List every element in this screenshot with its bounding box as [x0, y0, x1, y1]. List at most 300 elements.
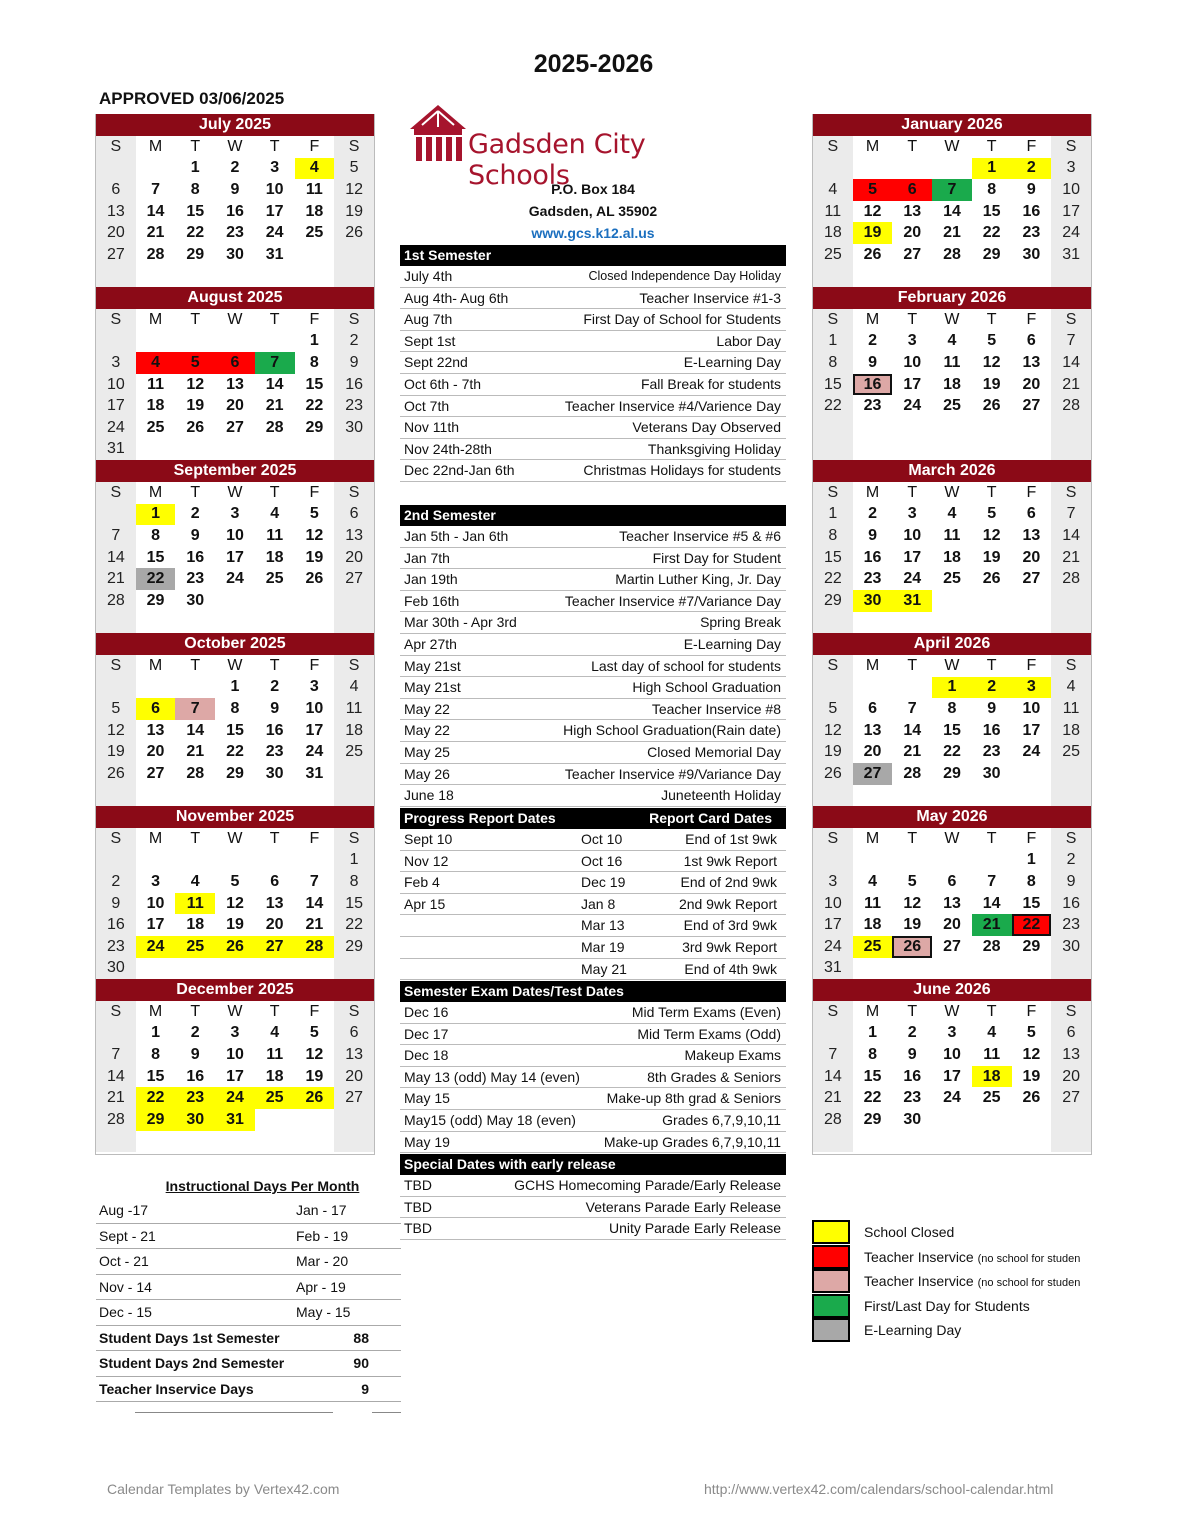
- calendar-day: 2: [868, 505, 877, 523]
- weekday-label: S: [334, 828, 374, 850]
- legend-swatch: [812, 1294, 850, 1318]
- calendar-day: 28: [1051, 568, 1091, 590]
- calendar-day: 17: [146, 916, 165, 934]
- calendar-day: 4: [270, 505, 280, 523]
- calendar-day: 26: [892, 936, 932, 958]
- month-calendar: [96, 460, 374, 633]
- calendar-day: 11: [983, 1045, 1001, 1063]
- legend-label: [864, 1273, 1080, 1289]
- week-row: [813, 1109, 1091, 1131]
- calendar-day: 20: [863, 743, 882, 761]
- weekday-label: M: [148, 656, 163, 674]
- list-item: [400, 612, 786, 634]
- weekday-label: S: [813, 309, 853, 331]
- event-date: Apr 27th: [404, 635, 457, 652]
- calendar-day: 21: [943, 224, 961, 242]
- calendar-day: [892, 850, 932, 872]
- calendar-day: 5: [334, 158, 374, 180]
- legend-note: (no school for studen: [977, 1252, 1081, 1265]
- event-date: Mar 30th - Apr 3rd: [404, 614, 517, 631]
- month-days-first: Nov - 14: [99, 1278, 152, 1295]
- month-header: September 2025: [96, 460, 374, 482]
- calendar-day: 5: [175, 352, 215, 374]
- month-header: August 2025: [96, 287, 374, 309]
- calendar-day: [892, 677, 932, 699]
- calendar-day: 13: [943, 894, 961, 912]
- calendar-day: [892, 785, 932, 807]
- calendar-day: 3: [270, 159, 280, 177]
- calendar-day: [295, 850, 335, 872]
- calendar-day: [853, 158, 893, 180]
- calendar-day: [175, 439, 215, 461]
- week-row: [813, 331, 1091, 353]
- list-item: [400, 656, 786, 678]
- calendar-day: [255, 266, 295, 288]
- calendar-day: [96, 158, 136, 180]
- weekday-label: T: [986, 829, 997, 847]
- week-row: [96, 1066, 374, 1088]
- week-row: [96, 201, 374, 223]
- weekday-label: F: [309, 656, 320, 674]
- calendar-day: 14: [96, 547, 136, 569]
- calendar-day: 4: [868, 872, 877, 890]
- weekday-label: T: [269, 310, 280, 328]
- calendar-day: 3: [947, 1024, 957, 1042]
- calendar-day: [175, 1131, 215, 1153]
- footer-url[interactable]: http://www.vertex42.com/calendars/school-calendar.html: [704, 1481, 1054, 1497]
- report-dates-header: [400, 808, 786, 829]
- calendar-day: [932, 1131, 972, 1153]
- calendar-day: 31: [1051, 244, 1091, 266]
- list-item: [400, 374, 786, 396]
- legend-swatch: [812, 1269, 850, 1293]
- calendar-day: 10: [813, 893, 853, 915]
- calendar-day: 5: [96, 698, 136, 720]
- calendar-day: 4: [987, 1024, 997, 1042]
- calendar-day: 14: [943, 202, 961, 220]
- address-line2: Gadsden, AL 35902: [528, 203, 658, 219]
- calendar-day: 13: [903, 202, 922, 220]
- week-row: [96, 677, 374, 699]
- calendar-day: 3: [907, 332, 917, 350]
- calendar-day: 22: [136, 1087, 176, 1109]
- weekday-label: S: [334, 309, 374, 331]
- calendar-day: 12: [1022, 1045, 1041, 1063]
- week-row: [813, 590, 1091, 612]
- weekday-label: S: [813, 1001, 853, 1023]
- special-dates-list: [400, 1154, 786, 1240]
- month-header: May 2026: [813, 806, 1091, 828]
- calendar-day: 7: [255, 352, 295, 374]
- calendar-day: 26: [295, 1087, 335, 1109]
- legend: [810, 1220, 1100, 1343]
- calendar-day: [892, 439, 932, 461]
- calendar-day: 26: [334, 222, 374, 244]
- list-item: [400, 548, 786, 570]
- weekday-label: F: [1026, 483, 1037, 501]
- calendar-day: [853, 439, 893, 461]
- calendar-day: [255, 1131, 295, 1153]
- calendar-day: 7: [96, 525, 136, 547]
- calendar-day: 31: [96, 439, 136, 461]
- list-item: [400, 1197, 786, 1219]
- calendar-day: 24: [1051, 222, 1091, 244]
- weekday-label: M: [148, 1002, 163, 1020]
- week-row: [96, 439, 374, 461]
- footer-credit: Calendar Templates by Vertex42.com: [107, 1481, 340, 1497]
- calendar-day: [136, 850, 176, 872]
- event-description: Last day of school for students: [591, 657, 781, 674]
- event-date: July 4th: [404, 268, 453, 284]
- weekday-label: S: [1051, 655, 1091, 677]
- list-item: [400, 634, 786, 656]
- report-row: [400, 872, 786, 894]
- legend-label: [864, 1224, 954, 1240]
- weekday-row: [813, 482, 1091, 504]
- week-row: [96, 222, 374, 244]
- list-item: [400, 591, 786, 613]
- calendar-day: 18: [943, 548, 961, 566]
- report-card-date: Dec 19: [581, 874, 626, 891]
- weekday-label: T: [986, 483, 997, 501]
- calendar-day: 24: [1022, 743, 1041, 761]
- calendar-day: 29: [1022, 937, 1041, 955]
- calendar-day: 7: [175, 698, 215, 720]
- weekday-label: M: [865, 137, 880, 155]
- calendar-day: 7: [1051, 331, 1091, 353]
- calendar-day: [334, 1131, 374, 1153]
- weekday-label: M: [148, 137, 163, 155]
- calendar-day: 7: [1051, 504, 1091, 526]
- calendar-day: 4: [295, 158, 335, 180]
- calendar-day: 17: [305, 721, 324, 739]
- event-description: High School Graduation: [632, 679, 781, 696]
- calendar-day: 11: [1051, 698, 1091, 720]
- week-row: [813, 547, 1091, 569]
- calendar-day: [175, 266, 215, 288]
- calendar-day: [215, 785, 255, 807]
- report-row: [400, 829, 786, 851]
- weekday-label: M: [865, 1002, 880, 1020]
- calendar-day: 24: [215, 1087, 255, 1109]
- calendar-day: [96, 1023, 136, 1045]
- calendar-day: [1051, 590, 1091, 612]
- calendar-day: 22: [136, 568, 176, 590]
- report-card-date: Jan 8: [581, 895, 616, 912]
- legend-label: [864, 1322, 961, 1338]
- calendar-day: 3: [813, 871, 853, 893]
- week-row: [96, 244, 374, 266]
- calendar-day: 9: [190, 526, 200, 544]
- event-date: May 13 (odd) May 14 (even): [404, 1068, 580, 1085]
- calendar-day: [972, 1131, 1012, 1153]
- calendar-day: 1: [190, 159, 200, 177]
- calendar-day: 13: [1051, 1044, 1091, 1066]
- event-description: Veterans Day Observed: [632, 419, 781, 436]
- calendar-day: 3: [230, 505, 240, 523]
- calendar-day: 3: [230, 1024, 240, 1042]
- calendar-day: 11: [305, 180, 323, 198]
- calendar-day: 23: [903, 1089, 922, 1107]
- calendar-day: 12: [982, 353, 1001, 371]
- event-date: May 25: [404, 743, 450, 760]
- event-description: Teacher Inservice #7/Variance Day: [564, 592, 781, 609]
- calendar-day: 1: [309, 332, 319, 350]
- weekday-label: F: [1026, 829, 1037, 847]
- calendar-day: 17: [903, 375, 922, 393]
- event-date: Oct 6th - 7th: [404, 375, 482, 392]
- calendar-day: 6: [868, 699, 877, 717]
- month-calendar: [96, 633, 374, 806]
- calendar-day: [853, 417, 893, 439]
- calendar-day: 30: [982, 764, 1001, 782]
- calendar-day: [175, 785, 215, 807]
- calendar-day: 25: [175, 936, 215, 958]
- week-row: [813, 504, 1091, 526]
- calendar-day: 3: [96, 352, 136, 374]
- calendar-day: 13: [146, 721, 165, 739]
- calendar-day: 29: [186, 245, 205, 263]
- calendar-day: [96, 504, 136, 526]
- weekday-label: M: [865, 829, 880, 847]
- calendar-day: 21: [96, 568, 136, 590]
- weekday-label: T: [907, 829, 918, 847]
- calendar-day: 30: [186, 591, 205, 609]
- calendar-day: [892, 417, 932, 439]
- calendar-day: 15: [226, 721, 244, 739]
- weekday-label: S: [96, 828, 136, 850]
- calendar-day: 1: [136, 504, 176, 526]
- week-row: [96, 958, 374, 980]
- legend-item: [810, 1245, 1100, 1270]
- calendar-day: 3: [151, 872, 160, 890]
- calendar-day: 30: [226, 245, 244, 263]
- calendar-day: [932, 958, 972, 980]
- calendar-day: 18: [305, 202, 324, 220]
- report-card-date: Mar 19: [581, 938, 625, 955]
- calendar-day: [813, 1023, 853, 1045]
- calendar-day: [853, 266, 893, 288]
- event-date: Nov 24th-28th: [404, 440, 492, 457]
- calendar-day: 17: [96, 395, 136, 417]
- calendar-day: [1051, 612, 1091, 634]
- week-row: [813, 850, 1091, 872]
- week-row: [813, 201, 1091, 223]
- calendar-day: 14: [1051, 525, 1091, 547]
- weekday-label: T: [907, 656, 918, 674]
- month-header: December 2025: [96, 979, 374, 1001]
- calendar-day: [295, 439, 335, 461]
- calendar-day: 29: [146, 591, 165, 609]
- list-item: [400, 309, 786, 331]
- website-link[interactable]: www.gcs.k12.al.us: [531, 225, 655, 241]
- event-description: First Day for Student: [652, 549, 781, 566]
- legend-text: School Closed: [864, 1224, 955, 1240]
- calendar-day: 8: [1026, 872, 1036, 890]
- calendar-day: 2: [334, 331, 374, 353]
- calendar-day: 9: [270, 699, 280, 717]
- calendar-day: 29: [305, 418, 324, 436]
- calendar-day: 10: [96, 374, 136, 396]
- calendar-day: 25: [1051, 741, 1091, 763]
- calendar-day: 24: [813, 936, 853, 958]
- week-row: [96, 525, 374, 547]
- month-calendar: [96, 114, 374, 287]
- calendar-day: [813, 1131, 853, 1153]
- weekday-label: S: [813, 828, 853, 850]
- legend-text: E-Learning Day: [864, 1322, 962, 1338]
- calendar-day: 28: [96, 590, 136, 612]
- month-days-first: Oct - 21: [99, 1253, 149, 1269]
- calendar-day: 25: [853, 936, 893, 958]
- weekday-label: S: [334, 1001, 374, 1023]
- weekday-row: [813, 1001, 1091, 1023]
- weekday-label: W: [944, 483, 960, 501]
- weekday-label: T: [269, 137, 280, 155]
- calendar-day: 19: [226, 916, 244, 934]
- calendar-day: 23: [863, 397, 882, 415]
- event-description: Teacher Inservice #1-3: [639, 289, 781, 306]
- weekday-label: W: [227, 1002, 243, 1020]
- calendar-day: 27: [226, 418, 244, 436]
- calendar-day: 7: [813, 1044, 853, 1066]
- calendar-day: 26: [186, 418, 205, 436]
- calendar-day: [96, 850, 136, 872]
- week-row: [813, 417, 1091, 439]
- calendar-day: 20: [1051, 1066, 1091, 1088]
- list-item: [400, 785, 786, 807]
- calendar-day: 27: [334, 1087, 374, 1109]
- event-description: Mid Term Exams (Odd): [637, 1025, 781, 1042]
- calendar-day: [334, 612, 374, 634]
- calendar-day: 2: [190, 1024, 200, 1042]
- week-row: [96, 785, 374, 807]
- calendar-day: [813, 266, 853, 288]
- list-item: [400, 526, 786, 548]
- calendar-day: 24: [265, 224, 284, 242]
- event-description: Labor Day: [716, 332, 781, 349]
- calendar-day: 19: [982, 548, 1001, 566]
- calendar-day: [972, 417, 1012, 439]
- event-description: Martin Luther King, Jr. Day: [615, 571, 781, 588]
- week-row: [813, 1087, 1091, 1109]
- calendar-day: 7: [151, 180, 160, 198]
- month-days-first: Dec - 15: [99, 1304, 152, 1320]
- calendar-day: [972, 1109, 1012, 1131]
- calendar-day: 25: [255, 1087, 295, 1109]
- calendar-day: [972, 958, 1012, 980]
- event-date: May 21st: [404, 679, 461, 696]
- list-item: [400, 742, 786, 764]
- week-row: [813, 677, 1091, 699]
- calendar-day: 22: [1012, 914, 1052, 936]
- legend-text: Teacher Inservice: [864, 1248, 974, 1265]
- weekday-label: M: [865, 310, 880, 328]
- calendar-day: 13: [334, 1044, 374, 1066]
- calendar-day: 14: [305, 894, 324, 912]
- month-header: November 2025: [96, 806, 374, 828]
- semester2-header: 2nd Semester: [400, 505, 786, 526]
- progress-report-date: Nov 12: [404, 852, 449, 869]
- calendar-day: 25: [265, 570, 284, 588]
- calendar-day: 1: [932, 677, 972, 699]
- calendar-day: 26: [813, 763, 853, 785]
- week-row: [813, 568, 1091, 590]
- week-row: [96, 1044, 374, 1066]
- calendar-day: [932, 612, 972, 634]
- calendar-day: [892, 958, 932, 980]
- calendar-day: 27: [96, 244, 136, 266]
- grading-event: End of 1st 9wk: [685, 831, 777, 847]
- week-row: [813, 179, 1091, 201]
- calendar-day: 18: [972, 1066, 1012, 1088]
- event-description: Teacher Inservice #8: [651, 700, 781, 717]
- total-row: [96, 1326, 401, 1352]
- event-date: Dec 16: [404, 1004, 449, 1020]
- calendar-day: 13: [96, 201, 136, 223]
- calendar-day: 25: [305, 224, 324, 242]
- calendar-day: 31: [215, 1109, 255, 1131]
- calendar-day: 14: [186, 721, 205, 739]
- calendar-day: 8: [868, 1045, 877, 1063]
- calendar-day: 14: [1051, 352, 1091, 374]
- calendar-day: [853, 785, 893, 807]
- calendar-day: 18: [265, 548, 284, 566]
- weekday-label: F: [309, 1002, 320, 1020]
- week-row: [813, 374, 1091, 396]
- event-date: May 21st: [404, 657, 461, 674]
- calendar-day: 2: [1051, 850, 1091, 872]
- calendar-day: 27: [146, 764, 165, 782]
- calendar-day: 29: [982, 245, 1001, 263]
- calendar-day: [1012, 417, 1052, 439]
- weekday-row: [813, 136, 1091, 158]
- calendar-day: 23: [982, 743, 1001, 761]
- calendar-day: 14: [146, 202, 165, 220]
- week-row: [813, 871, 1091, 893]
- month-days-second: Jan - 17: [296, 1202, 347, 1218]
- month-header: October 2025: [96, 633, 374, 655]
- progress-report-date: Feb 4: [404, 874, 440, 891]
- calendar-day: [972, 850, 1012, 872]
- calendar-day: [972, 266, 1012, 288]
- calendar-day: 16: [1022, 202, 1041, 220]
- calendar-day: 15: [146, 1067, 165, 1085]
- event-date: June 18: [404, 787, 454, 804]
- week-row: [96, 936, 374, 958]
- calendar-day: [136, 612, 176, 634]
- week-row: [96, 1109, 374, 1131]
- list-item: [400, 1175, 786, 1197]
- list-item: [400, 460, 786, 482]
- calendar-day: 23: [175, 1087, 215, 1109]
- calendar-day: 15: [1022, 894, 1041, 912]
- calendar-day: [255, 612, 295, 634]
- calendar-day: 12: [186, 375, 205, 393]
- calendar-day: 7: [96, 1044, 136, 1066]
- calendar-day: 28: [813, 1109, 853, 1131]
- calendar-day: 17: [226, 1067, 244, 1085]
- grading-event: 3rd 9wk Report: [682, 938, 777, 955]
- calendar-day: 26: [982, 397, 1001, 415]
- calendar-day: 26: [305, 570, 324, 588]
- calendar-day: 16: [186, 1067, 205, 1085]
- calendar-day: 4: [136, 352, 176, 374]
- legend-note: (no school for studen: [977, 1277, 1081, 1289]
- calendar-day: 26: [1022, 1089, 1041, 1107]
- week-row: [96, 417, 374, 439]
- calendar-day: 20: [334, 547, 374, 569]
